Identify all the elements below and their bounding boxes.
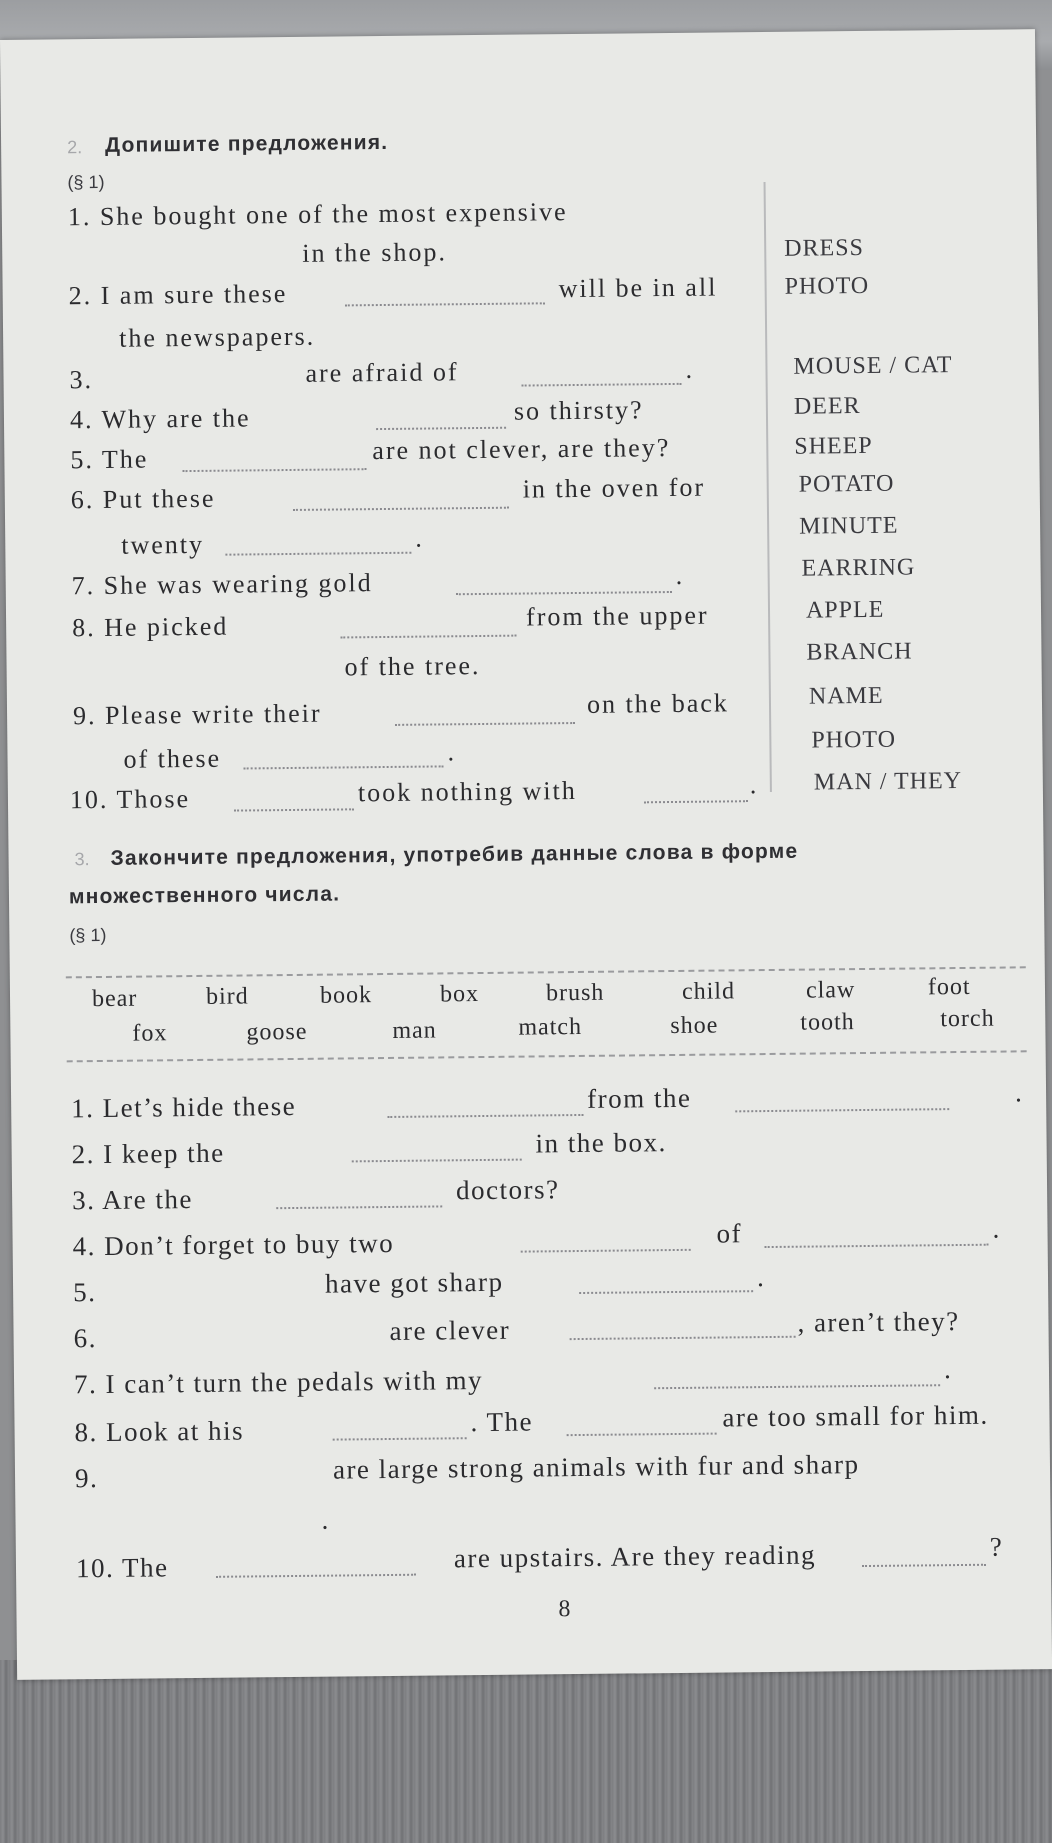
exercise-2-ref: (§ 1)	[67, 171, 105, 193]
ex3-sentence-3a: 3. Are the	[71, 1184, 194, 1216]
ex2-sentence-2c: the newspapers.	[118, 321, 316, 353]
ex2-sentence-10b: took nothing with	[357, 776, 577, 808]
workbook-page	[0, 29, 1052, 1680]
ex2-sentence-9b: on the back	[586, 688, 729, 719]
ex2-sentence-9d: .	[447, 737, 457, 767]
ex2-sentence-7b: .	[675, 560, 685, 590]
ex2-sentence-3a: 3.	[69, 365, 94, 395]
word-tooth: tooth	[800, 1009, 855, 1036]
hint-word-5: SHEEP	[794, 432, 873, 460]
ex2-sentence-7a: 7. She was wearing gold	[71, 568, 373, 601]
exercise-2-title: Допишите предложения.	[104, 130, 389, 157]
ex2-sentence-1b: in the shop.	[302, 237, 448, 268]
ex2-sentence-8a: 8. He picked	[72, 611, 229, 643]
background-bottom	[0, 1660, 1052, 1843]
hint-word-8: EARRING	[801, 554, 916, 582]
exercise-3-title-line2: множественного числа.	[68, 882, 341, 909]
ex3-sentence-5b: have got sharp	[324, 1266, 504, 1299]
ex3-sentence-1a: 1. Let’s hide these	[71, 1090, 297, 1124]
word-torch: torch	[940, 1005, 995, 1033]
exercise-3-ref: (§ 1)	[69, 924, 107, 946]
word-shoe: shoe	[670, 1012, 719, 1040]
word-match: match	[518, 1013, 583, 1041]
answer-blank[interactable]	[765, 1244, 989, 1248]
word-bird: bird	[205, 983, 249, 1010]
ex2-sentence-2a: 2. I am sure these	[68, 279, 288, 311]
ex3-sentence-2b: in the box.	[535, 1127, 667, 1159]
ex3-sentence-5c: .	[756, 1262, 766, 1293]
hint-word-7: MINUTE	[799, 512, 899, 540]
ex3-sentence-5a: 5.	[72, 1277, 97, 1308]
answer-blank[interactable]	[567, 1433, 717, 1437]
ex3-sentence-8c: are too small for him.	[722, 1399, 989, 1433]
ex3-sentence-10a: 10. The	[75, 1552, 169, 1584]
ex3-sentence-1b: from the	[586, 1082, 692, 1114]
exercise-3-title-line1: Закончите предложения, употребив данные слова в форме	[110, 839, 799, 870]
exercise-3-number: 3.	[74, 849, 90, 870]
answer-blank[interactable]	[862, 1564, 986, 1567]
answer-blank[interactable]	[456, 591, 672, 595]
answer-blank[interactable]	[522, 383, 682, 387]
word-child: child	[681, 978, 736, 1005]
ex2-sentence-10a: 10. Those	[69, 784, 191, 815]
ex3-sentence-6b: are clever	[389, 1314, 511, 1346]
word-bear: bear	[91, 985, 138, 1013]
ex2-sentence-8b: from the upper	[525, 600, 709, 632]
word-brush: brush	[545, 979, 605, 1007]
ex3-sentence-6a: 6.	[73, 1323, 98, 1354]
answer-blank[interactable]	[340, 635, 516, 639]
ex2-sentence-4b: so thirsty?	[513, 395, 644, 426]
ex2-sentence-3c: .	[685, 354, 695, 384]
ex2-sentence-8c: of the tree.	[344, 651, 481, 682]
column-divider	[764, 182, 772, 792]
answer-blank[interactable]	[216, 1574, 416, 1578]
hint-word-12: PHOTO	[811, 726, 897, 754]
answer-blank[interactable]	[234, 808, 354, 811]
answer-blank[interactable]	[352, 1159, 522, 1163]
ex2-sentence-4a: 4. Why are the	[69, 403, 251, 435]
answer-blank[interactable]	[293, 507, 509, 511]
ex3-sentence-9a: 9.	[74, 1463, 99, 1494]
hint-word-6: POTATO	[798, 470, 895, 498]
ex2-sentence-6d: .	[415, 523, 424, 553]
hint-word-2: PHOTO	[784, 272, 870, 300]
answer-blank[interactable]	[654, 1384, 940, 1389]
ex3-sentence-8b: . The	[470, 1406, 534, 1438]
hint-word-10: BRANCH	[806, 638, 913, 666]
ex2-sentence-5a: 5. The	[70, 444, 149, 475]
answer-blank[interactable]	[644, 800, 748, 803]
ex2-sentence-2b: will be in all	[558, 272, 718, 304]
answer-blank[interactable]	[376, 427, 506, 430]
ex3-sentence-7a: 7. I can’t turn the pedals with my	[73, 1365, 484, 1400]
word-box-item: box	[439, 981, 480, 1008]
ex3-sentence-9c: .	[321, 1504, 330, 1535]
ex2-sentence-6a: 6. Put these	[70, 483, 216, 515]
answer-blank[interactable]	[225, 552, 411, 556]
answer-blank[interactable]	[244, 765, 444, 769]
answer-blank[interactable]	[387, 1114, 583, 1118]
ex3-sentence-1c: .	[1014, 1077, 1024, 1108]
answer-blank[interactable]	[521, 1249, 691, 1253]
ex2-sentence-6b: in the oven for	[522, 472, 706, 504]
ex2-sentence-6c: twenty	[121, 529, 205, 560]
word-book: book	[319, 982, 373, 1009]
ex2-sentence-9c: of these	[123, 743, 222, 774]
hint-word-1: DRESS	[784, 234, 865, 262]
answer-blank[interactable]	[183, 468, 367, 472]
word-goose: goose	[246, 1018, 308, 1046]
hint-word-3: MOUSE / CAT	[793, 352, 953, 380]
hint-word-4: DEER	[793, 393, 861, 420]
answer-blank[interactable]	[395, 722, 575, 726]
answer-blank[interactable]	[333, 1437, 467, 1440]
answer-blank[interactable]	[570, 1336, 796, 1340]
ex3-sentence-3b: doctors?	[455, 1174, 560, 1206]
ex2-sentence-5b: are not clever, are they?	[372, 433, 671, 466]
answer-blank[interactable]	[735, 1108, 949, 1112]
hint-word-11: NAME	[808, 682, 884, 710]
ex3-sentence-4b: of	[716, 1218, 743, 1249]
ex3-sentence-8a: 8. Look at his	[74, 1415, 245, 1448]
ex3-sentence-4c: .	[992, 1213, 1001, 1244]
word-claw: claw	[805, 977, 856, 1004]
page-number: 8	[558, 1596, 571, 1623]
answer-blank[interactable]	[579, 1290, 753, 1294]
word-fox: fox	[132, 1020, 168, 1047]
exercise-2-number: 2.	[67, 137, 83, 158]
hint-word-13: MAN / THEY	[813, 767, 963, 796]
ex3-sentence-2a: 2. I keep the	[71, 1137, 225, 1170]
ex3-sentence-10c: ?	[989, 1531, 1004, 1562]
ex3-sentence-10b: are upstairs. Are they reading	[453, 1539, 817, 1574]
ex3-sentence-6c: , aren’t they?	[797, 1306, 960, 1338]
hint-word-9: APPLE	[805, 596, 885, 624]
ex2-sentence-9a: 9. Please write their	[72, 698, 322, 731]
ex2-sentence-1a: 1. She bought one of the most expensive	[67, 197, 568, 232]
ex2-sentence-3b: are afraid of	[305, 357, 459, 388]
ex3-sentence-7b: .	[943, 1354, 953, 1385]
ex3-sentence-9b: are large strong animals with fur and sharp	[332, 1449, 860, 1485]
answer-blank[interactable]	[345, 302, 545, 306]
word-foot: foot	[927, 973, 971, 1001]
ex2-sentence-10c: .	[749, 770, 759, 800]
ex3-sentence-4a: 4. Don’t forget to buy two	[72, 1227, 395, 1262]
word-man: man	[392, 1017, 437, 1044]
answer-blank[interactable]	[276, 1205, 442, 1209]
